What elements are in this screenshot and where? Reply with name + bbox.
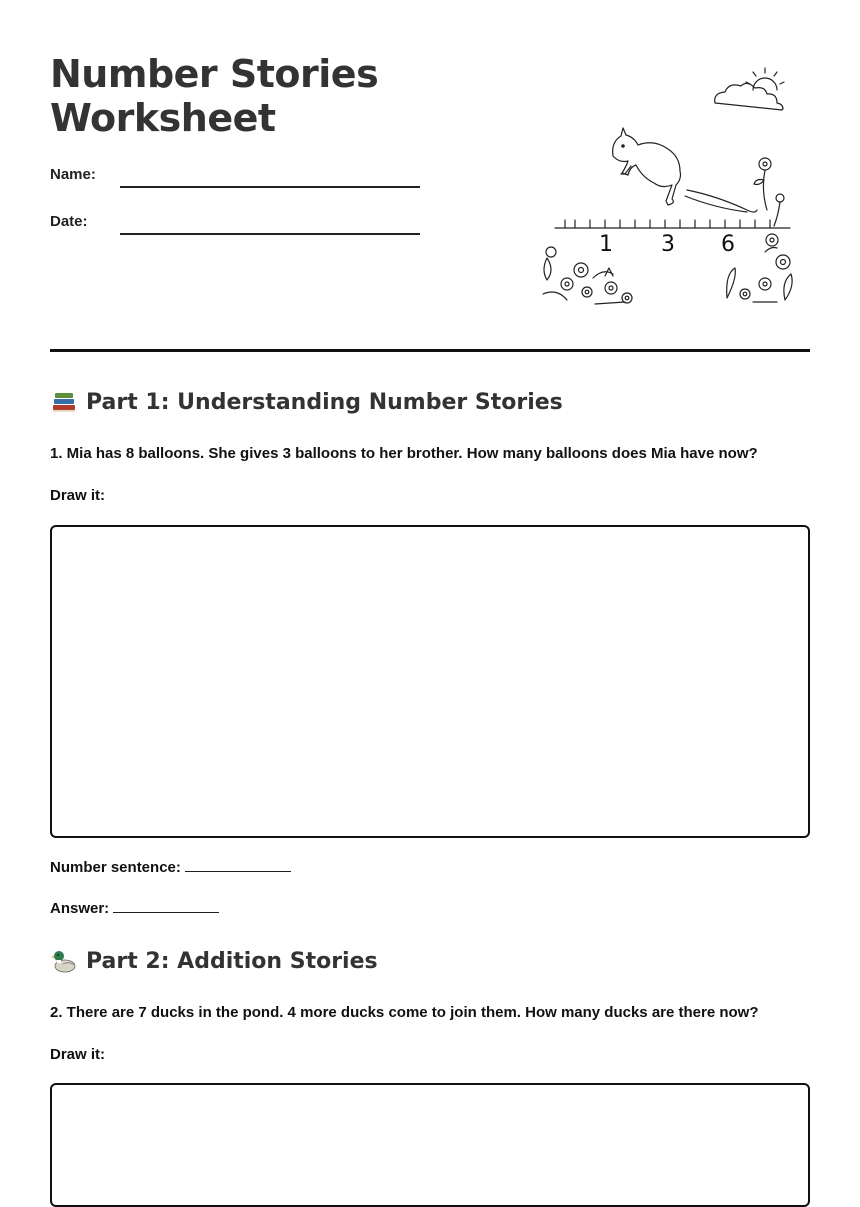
flowers-right-icon bbox=[727, 158, 792, 302]
kangaroo-number-line-illustration bbox=[535, 62, 805, 312]
number-label-3: 6 bbox=[721, 232, 735, 257]
flowers-left-icon bbox=[543, 247, 632, 304]
number-label-2: 3 bbox=[661, 232, 675, 257]
part2-heading bbox=[50, 947, 378, 975]
part1-number-sentence bbox=[50, 859, 291, 876]
date-line[interactable] bbox=[120, 233, 420, 235]
part1-question: 1. Mia has 8 balloons. She gives 3 balloons to her brother. How many balloons does Mia have now? bbox=[50, 445, 758, 462]
part1-draw-box[interactable] bbox=[50, 525, 810, 838]
page-title bbox=[50, 52, 378, 140]
part1-draw-label: Draw it: bbox=[50, 487, 106, 504]
part1-title: Part 1: Understanding Number Stories bbox=[86, 389, 563, 415]
name-field[interactable] bbox=[50, 166, 420, 190]
part2-question: 2. There are 7 ducks in the pond. 4 more ducks come to join them. How many ducks are there now? bbox=[50, 1004, 759, 1021]
number-sentence-blank[interactable] bbox=[185, 859, 291, 872]
name-line[interactable] bbox=[120, 186, 420, 188]
header-divider bbox=[50, 349, 810, 352]
part1-answer bbox=[50, 900, 219, 917]
answer-blank[interactable] bbox=[113, 900, 219, 913]
duck-icon bbox=[50, 947, 78, 975]
books-icon bbox=[50, 388, 78, 416]
date-label: Date: bbox=[50, 213, 88, 230]
part1-heading bbox=[50, 388, 563, 416]
part2-title: Part 2: Addition Stories bbox=[86, 948, 378, 974]
cloud-icon bbox=[715, 83, 783, 110]
number-label-1: 1 bbox=[599, 232, 613, 257]
title-line-2: Worksheet bbox=[50, 96, 276, 140]
answer-label: Answer: bbox=[50, 900, 110, 917]
date-field[interactable] bbox=[50, 213, 420, 237]
kangaroo-icon bbox=[613, 128, 757, 212]
name-label: Name: bbox=[50, 166, 96, 183]
number-line bbox=[555, 220, 790, 228]
part2-draw-box[interactable] bbox=[50, 1083, 810, 1207]
sun-icon bbox=[746, 68, 784, 90]
number-sentence-label: Number sentence: bbox=[50, 859, 181, 876]
title-line-1: Number Stories bbox=[50, 52, 379, 96]
part2-draw-label: Draw it: bbox=[50, 1046, 106, 1063]
